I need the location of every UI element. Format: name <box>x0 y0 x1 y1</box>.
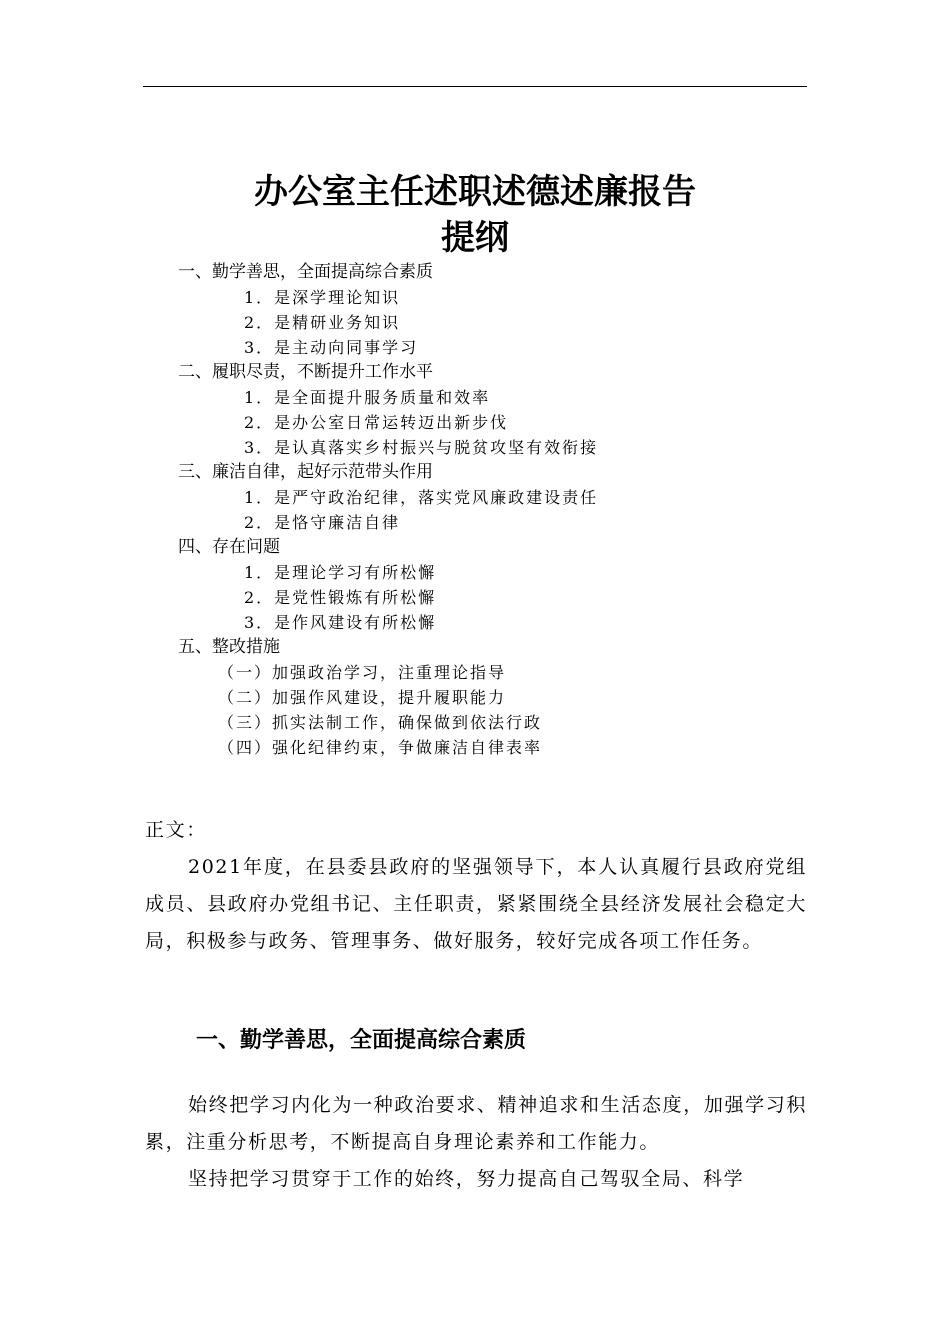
outline-heading: 二、履职尽责，不断提升工作水平 <box>178 362 433 382</box>
outline-heading: 三、廉洁自律，起好示范带头作用 <box>178 462 433 482</box>
outline-item: 1．是全面提升服务质量和效率 <box>244 388 491 407</box>
outline-item: 2．是恪守廉洁自律 <box>244 513 401 532</box>
outline-item: 1．是理论学习有所松懈 <box>244 563 437 582</box>
outline-item: 2．是精研业务知识 <box>244 313 401 332</box>
paragraph-text: 坚持把学习贯穿于工作的始终，努力提高自己驾驭全局、科学 <box>188 1168 745 1190</box>
outline-heading: 五、整改措施 <box>178 637 280 657</box>
outline-heading: 一、勤学善思，全面提高综合素质 <box>178 262 433 282</box>
paragraph-text: 始终把学习内化为一种政治要求、精神追求和生活态度，加强学习积累，注重分析思考，不断提高自身理论素养和工作能力。 <box>145 1094 807 1153</box>
outline-item: 1．是深学理论知识 <box>244 288 401 307</box>
outline-item: （三）抓实法制工作，确保做到依法行政 <box>218 713 543 732</box>
intro-paragraph <box>145 849 807 960</box>
outline-item: 1．是严守政治纪律，落实党风廉政建设责任 <box>244 488 599 507</box>
outline-item: 3．是作风建设有所松懈 <box>244 613 437 632</box>
section1-paragraph-2 <box>145 1161 807 1198</box>
document-subtitle: 提纲 <box>441 218 509 258</box>
outline-item: （一）加强政治学习，注重理论指导 <box>218 663 507 682</box>
outline-item: 2．是党性锻炼有所松懈 <box>244 588 437 607</box>
body-label: 正文： <box>145 819 207 841</box>
section-heading: 一、勤学善思，全面提高综合素质 <box>196 1028 527 1053</box>
intro-text: 2021年度，在县委县政府的坚强领导下，本人认真履行县政府党组成员、县政府办党组书记、主任职责，紧紧围绕全县经济发展社会稳定大局，积极参与政务、管理事务、做好服务，较好完成各项工作任务。 <box>145 856 807 952</box>
document-title: 办公室主任述职述德述廉报告 <box>254 172 696 212</box>
outline-item: （四）强化纪律约束，争做廉洁自律表率 <box>218 738 543 757</box>
outline-item: 3．是主动向同事学习 <box>244 338 419 357</box>
outline-item: 2．是办公室日常运转迈出新步伐 <box>244 413 509 432</box>
outline-item: （二）加强作风建设，提升履职能力 <box>218 688 507 707</box>
outline-heading: 四、存在问题 <box>178 537 280 557</box>
outline-item: 3．是认真落实乡村振兴与脱贫攻坚有效衔接 <box>244 438 599 457</box>
header-rule <box>143 86 807 87</box>
section1-paragraph <box>145 1087 807 1161</box>
